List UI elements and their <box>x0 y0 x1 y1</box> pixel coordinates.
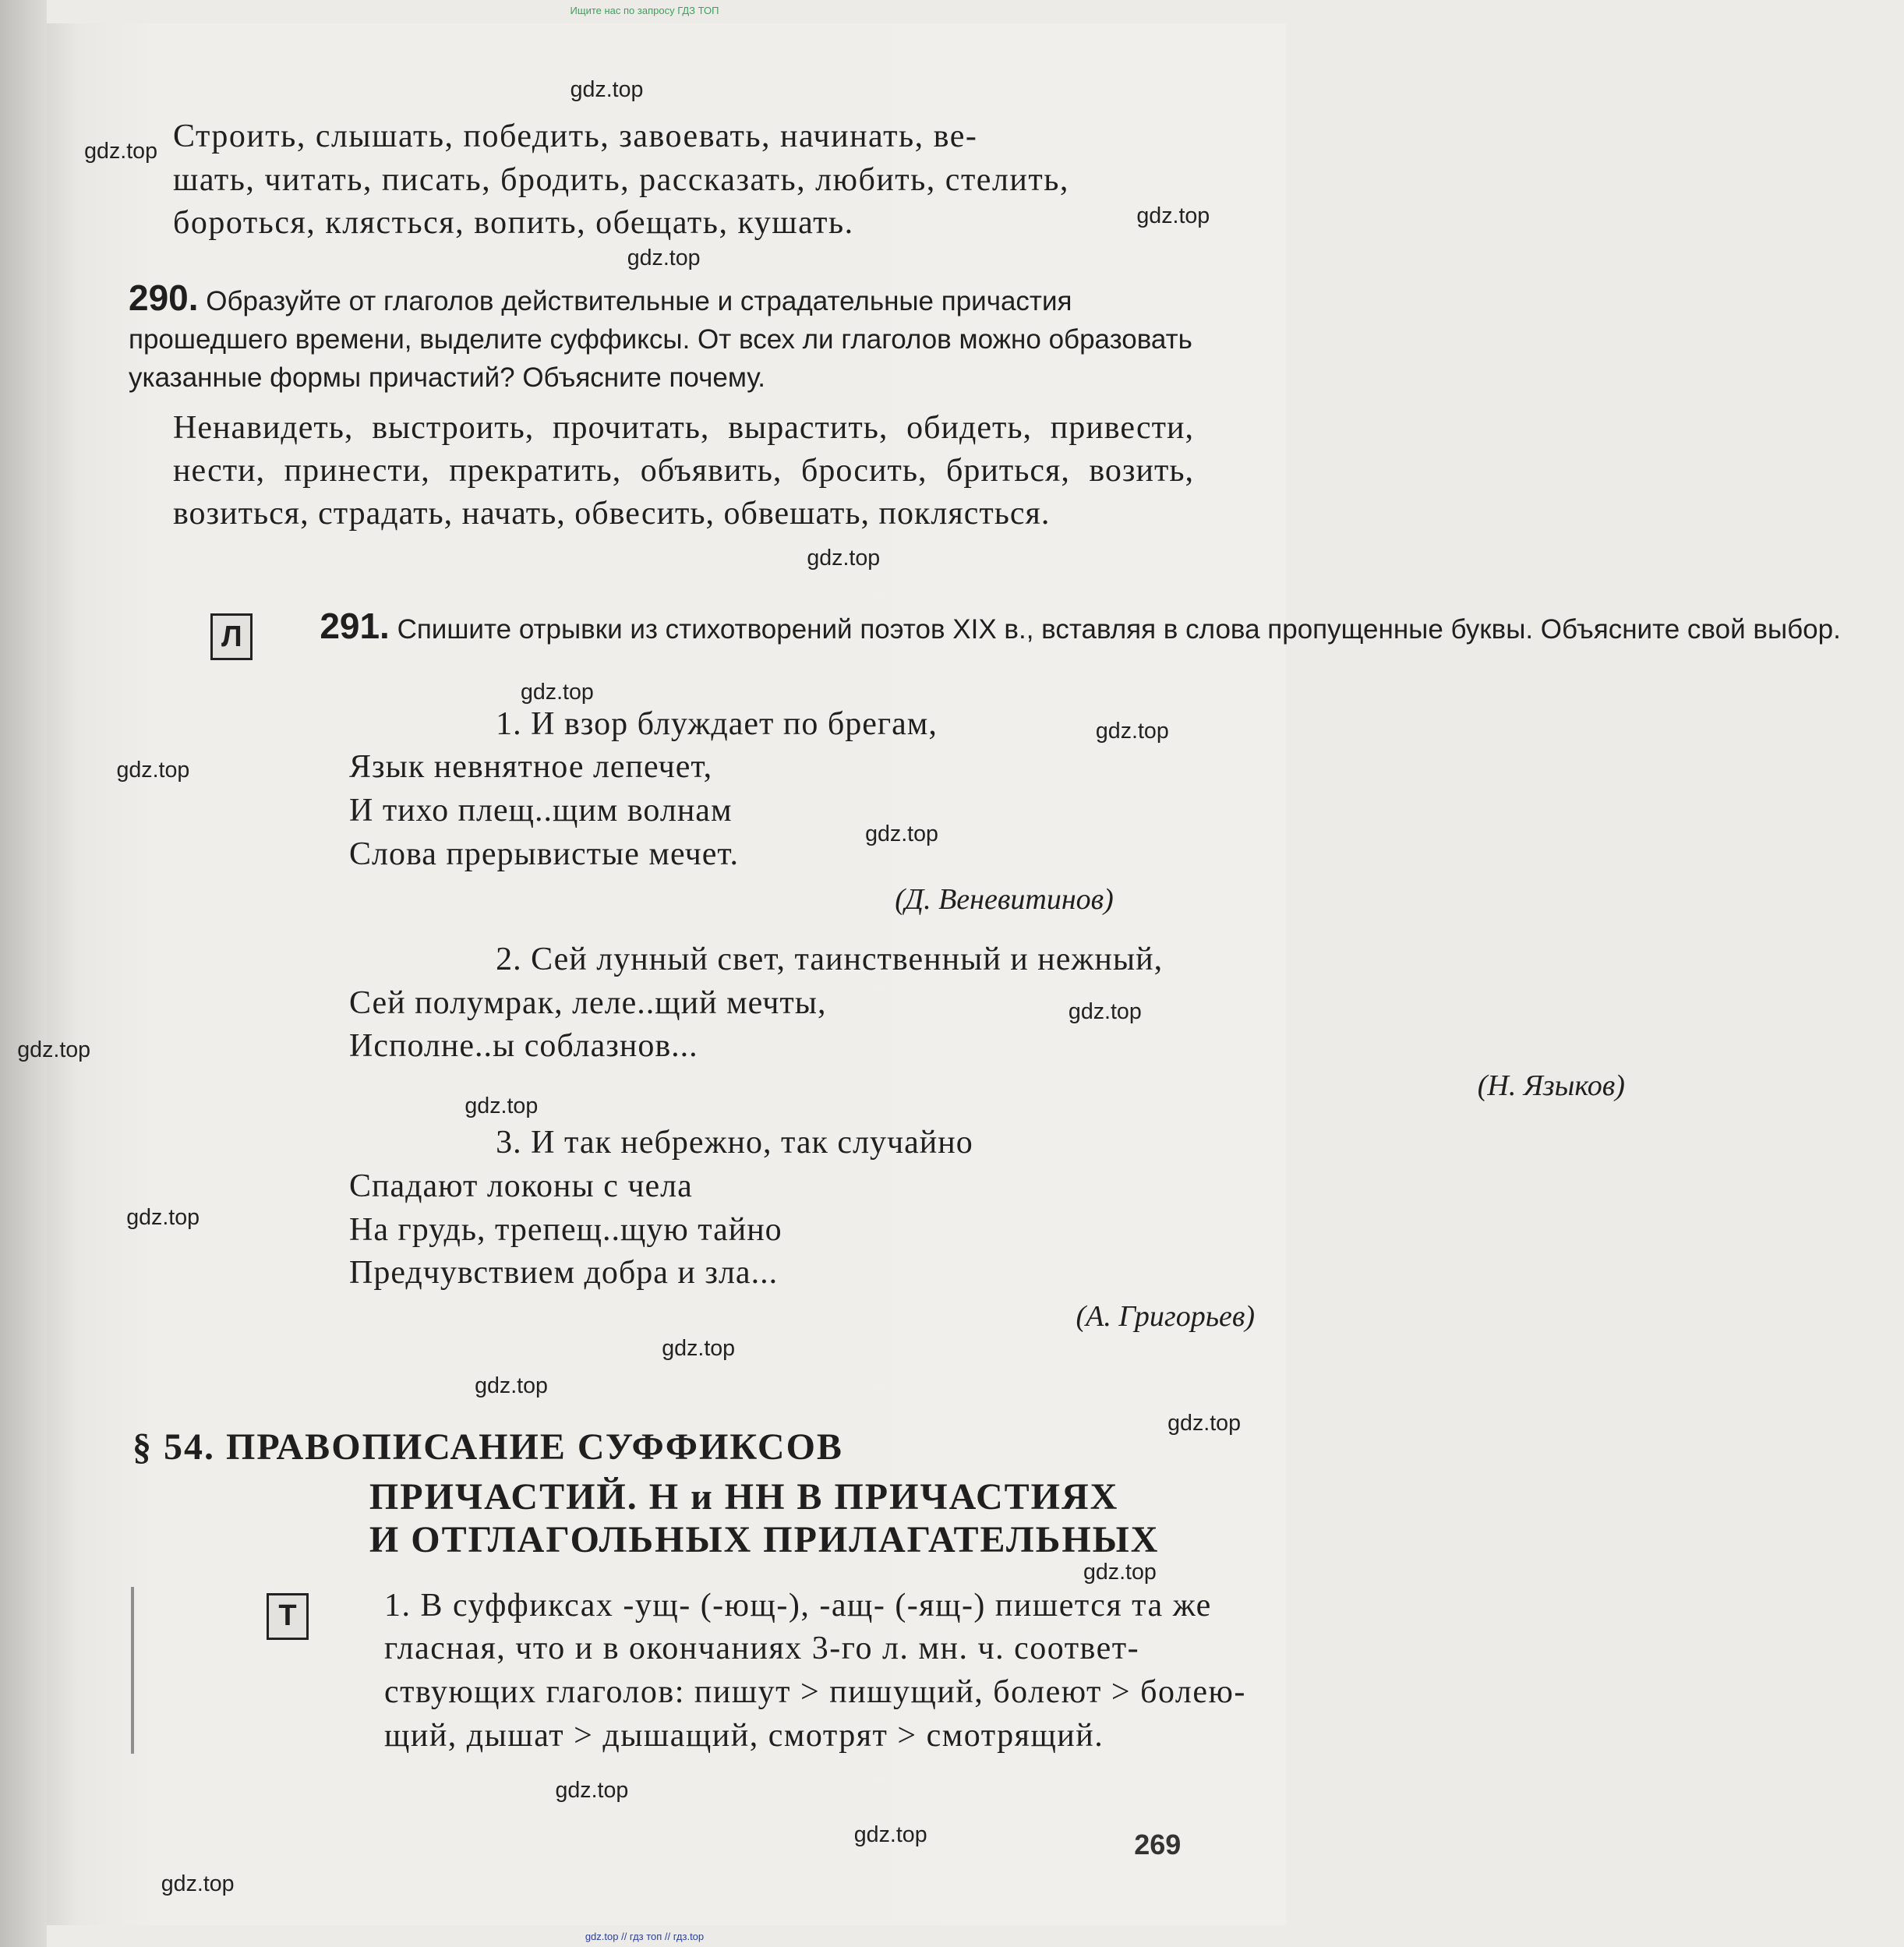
section-heading-line-1: § 54. ПРАВОПИСАНИЕ СУФФИКСОВ <box>132 1426 843 1468</box>
watermark[interactable]: gdz.top <box>17 1037 91 1063</box>
page-number: 269 <box>1134 1828 1182 1860</box>
intro-line-3: бороться, клясться, вопить, обещать, кушать. <box>173 205 854 242</box>
poem-3-line-3: На грудь, трепещ..щую тайно <box>349 1211 782 1248</box>
rule-line-3: ствующих глаголов: пишут > пишущий, болеют > болею- <box>384 1674 1246 1711</box>
bottom-banner[interactable]: gdz.top // гдз топ // гдз.top <box>585 1931 705 1942</box>
task-290-number: 290. <box>129 277 199 318</box>
task-290-words: Ненавидеть, выстроить, прочитать, вырастить, обидеть, привести, нести, принести, прекратить, объявить, бросить, бриться, возить, возиться, страдать, начать, обвесить, обвешать, поклясться. <box>173 409 1194 532</box>
poem-1-line-2: Язык невнятное лепечет, <box>349 749 713 786</box>
intro-line-1: Строить, слышать, победить, завоевать, начинать, ве- <box>173 118 978 155</box>
task-291-number: 291. <box>320 606 390 647</box>
poem-2-line-3: Исполне..ы соблазнов... <box>349 1028 698 1065</box>
task-291 <box>320 607 1904 648</box>
task-290-instruction: Образуйте от глаголов действительные и страдательные причастия прошедшего времени, выделите суффиксы. От всех ли глаголов можно образовать указанные формы причастий? Объясните почему. <box>129 285 1192 393</box>
watermark[interactable]: gdz.top <box>520 679 594 705</box>
watermark[interactable]: gdz.top <box>662 1336 736 1362</box>
watermark[interactable]: gdz.top <box>1167 1410 1241 1436</box>
watermark[interactable]: gdz.top <box>853 1822 927 1847</box>
poem-2-line-1: 2. Сей лунный свет, таинственный и нежный, <box>496 941 1164 977</box>
poem-3-author: (А. Григорьев) <box>1076 1299 1256 1333</box>
rule-line-4: щий, дышат > дышащий, смотрят > смотрящий. <box>384 1717 1104 1754</box>
rule-line-1: 1. В суффиксах -ущ- (-ющ-), -ащ- (-ящ-) пишется та же <box>384 1587 1212 1624</box>
poem-1-line-1: 1. И взор блуждает по брегам, <box>496 705 938 742</box>
watermark[interactable]: gdz.top <box>84 139 157 164</box>
theory-icon: Т <box>267 1593 309 1640</box>
task-290 <box>129 279 1196 397</box>
poem-3-line-4: Предчувствием добра и зла... <box>349 1255 779 1292</box>
watermark[interactable]: gdz.top <box>475 1373 548 1399</box>
intro-line-2: шать, читать, писать, бродить, рассказать, любить, стелить, <box>173 161 1069 198</box>
poem-3-line-1: 3. И так небрежно, так случайно <box>496 1125 973 1161</box>
watermark[interactable]: gdz.top <box>1068 998 1142 1024</box>
watermark[interactable]: gdz.top <box>807 545 881 571</box>
watermark[interactable]: gdz.top <box>1095 719 1169 744</box>
watermark[interactable]: gdz.top <box>1136 203 1210 228</box>
poem-2-author: (Н. Языков) <box>1477 1069 1625 1102</box>
rule-line-2: гласная, что и в окончаниях 3-го л. мн. ч. соответ- <box>384 1631 1140 1667</box>
watermark[interactable]: gdz.top <box>627 245 701 270</box>
watermark[interactable]: gdz.top <box>1083 1559 1157 1585</box>
top-banner[interactable]: Ищите нас по запросу ГДЗ ТОП <box>570 5 719 16</box>
watermark[interactable]: gdz.top <box>865 822 938 847</box>
watermark[interactable]: gdz.top <box>555 1777 629 1803</box>
watermark[interactable]: gdz.top <box>126 1204 200 1230</box>
poem-1-line-3: И тихо плещ..щим волнам <box>349 793 733 829</box>
section-heading-line-2: ПРИЧАСТИЙ. Н и НН В ПРИЧАСТИЯХ <box>369 1475 1119 1518</box>
watermark[interactable]: gdz.top <box>116 757 190 783</box>
watermark[interactable]: gdz.top <box>161 1871 235 1897</box>
poem-3-line-2: Спадают локоны с чела <box>349 1168 693 1204</box>
poem-1-author: (Д. Веневитинов) <box>895 883 1114 917</box>
poem-2-line-2: Сей полумрак, леле..щий мечты, <box>349 984 827 1021</box>
task-291-instruction: Спишите отрывки из стихотворений поэтов XIX в., вставляя в слова пропущенные буквы. Объясните свой выбор. <box>397 614 1841 645</box>
watermark[interactable]: gdz.top <box>465 1093 539 1118</box>
section-heading-line-3: И ОТГЛАГОЛЬНЫХ ПРИЛАГАТЕЛЬНЫХ <box>369 1519 1160 1561</box>
poem-1-line-4: Слова прерывистые мечет. <box>349 836 740 872</box>
lexicon-icon: Л <box>210 613 253 660</box>
book-spine-shadow <box>0 0 47 1947</box>
watermark[interactable]: gdz.top <box>570 76 644 102</box>
